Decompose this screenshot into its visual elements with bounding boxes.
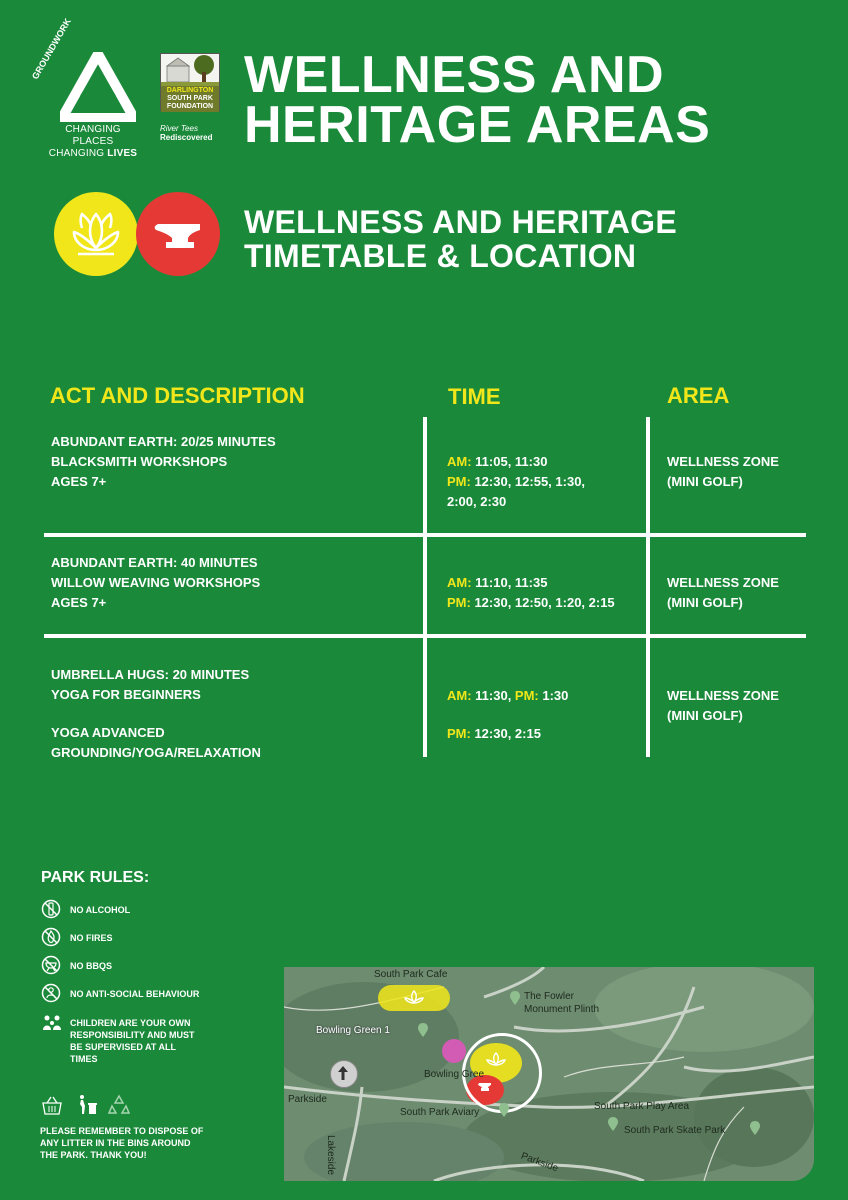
- pm-times: 12:30, 12:55, 1:30,: [470, 474, 586, 489]
- map-label-fowler-plinth: Monument Plinth: [524, 1004, 600, 1015]
- tagline-line-2: CHANGING LIVES: [48, 148, 138, 159]
- rule-label: NO FIRES: [70, 933, 113, 943]
- recycle-icon: [108, 1094, 130, 1116]
- park-map[interactable]: [284, 967, 814, 1181]
- table-divider-horizontal-2: [44, 634, 806, 638]
- column-header-area: AREA: [667, 383, 730, 408]
- am-label: AM:: [447, 575, 472, 590]
- table-divider-vertical-1: [423, 417, 427, 757]
- pm-times: 1:30: [538, 688, 569, 703]
- rule-children-supervised: [41, 1013, 261, 1063]
- act-ages: AGES 7+: [51, 595, 107, 610]
- area-cell: [667, 452, 827, 492]
- wellness-badge: [54, 192, 138, 276]
- act-title: ABUNDANT EARTH: 20/25 MINUTES: [51, 434, 276, 449]
- children-rule-text: CHILDREN ARE YOUR OWN RESPONSIBILITY AND MUST BE SUPERVISED AT ALL TIMES: [70, 1018, 195, 1064]
- map-label-play-area: South Park Play Area: [594, 1101, 690, 1112]
- rule-no-bbqs: [41, 955, 261, 977]
- river-line-2: Rediscovered: [160, 133, 213, 142]
- act-title: UMBRELLA HUGS: 20 MINUTES: [51, 667, 250, 682]
- rule-no-alcohol: [41, 899, 261, 921]
- spf-line-2: SOUTH PARK: [167, 95, 213, 102]
- table-divider-vertical-2: [646, 417, 650, 757]
- spf-line-1: DARLINGTON: [166, 87, 214, 94]
- am-label: AM:: [447, 688, 472, 703]
- litter-message: PLEASE REMEMBER TO DISPOSE OF ANY LITTER IN THE BINS AROUND THE PARK. THANK YOU!: [40, 1126, 204, 1160]
- map-label-skate-park: South Park Skate Park: [624, 1125, 726, 1136]
- rule-no-fires: [41, 927, 261, 949]
- area-detail: (MINI GOLF): [667, 474, 743, 489]
- area-name: WELLNESS ZONE: [667, 575, 779, 590]
- table-row: [51, 665, 411, 763]
- time-cell: [447, 573, 642, 613]
- heritage-badge: [136, 192, 220, 276]
- table-row: [51, 553, 411, 613]
- rule-label: NO ALCOHOL: [70, 905, 131, 915]
- map-pin-icon: [499, 1103, 509, 1117]
- park-tree-icon: [161, 54, 219, 86]
- title-line-1: WELLNESS AND: [244, 46, 665, 104]
- river-tees-logo: [160, 124, 230, 142]
- area-cell: [667, 573, 827, 613]
- map-pin-icon: [608, 1117, 618, 1131]
- lotus-icon: [54, 192, 138, 276]
- map-label-bowling-green-2: Bowling Gree: [424, 1069, 485, 1080]
- am-label: AM:: [447, 454, 472, 469]
- area-detail: (MINI GOLF): [667, 708, 743, 723]
- map-pin-icon: [750, 1121, 760, 1135]
- map-label-parkside-road: Parkside: [519, 1150, 560, 1175]
- time-cell: [447, 452, 642, 512]
- groundwork-name: GROUNDWORK: [30, 16, 73, 81]
- am-times: 11:10, 11:35: [471, 575, 548, 590]
- am-times: 11:30,: [471, 688, 515, 703]
- park-rules-title: PARK RULES:: [41, 869, 150, 886]
- map-label-parkside: Parkside: [288, 1094, 327, 1105]
- groundwork-tagline: [48, 124, 138, 160]
- pink-zone-marker: [442, 1039, 466, 1063]
- map-label-aviary: South Park Aviary: [400, 1107, 480, 1118]
- tagline-line-1: CHANGING PLACES: [65, 124, 121, 147]
- south-park-foundation-logo: [160, 53, 220, 111]
- basket-icon: [40, 1096, 64, 1116]
- groundwork-logo: [30, 16, 146, 159]
- area-name: WELLNESS ZONE: [667, 688, 779, 703]
- section-title-line-2: TIMETABLE & LOCATION: [244, 238, 637, 274]
- rule-no-anti-social: [41, 983, 261, 1005]
- time-cell: [447, 686, 642, 744]
- rule-label: NO BBQS: [70, 961, 113, 971]
- act-title: ABUNDANT EARTH: 40 MINUTES: [51, 555, 258, 570]
- groundwork-triangle-icon: [60, 52, 136, 122]
- no-alcohol-icon: [41, 899, 61, 919]
- act-ages: AGES 7+: [51, 474, 107, 489]
- rule-label: NO ANTI-SOCIAL BEHAVIOUR: [70, 989, 200, 999]
- map-label-bowling-green-1: Bowling Green 1: [316, 1025, 390, 1036]
- pm-label: PM:: [447, 474, 471, 489]
- map-pin-icon: [418, 1023, 428, 1037]
- map-label-lakeside: Lakeside: [325, 1135, 336, 1176]
- table-row: [51, 432, 411, 492]
- river-line-1: River Tees: [160, 124, 198, 133]
- act-description: WILLOW WEAVING WORKSHOPS: [51, 575, 261, 590]
- act-title-advanced: YOGA ADVANCED: [51, 725, 165, 740]
- area-name: WELLNESS ZONE: [667, 454, 779, 469]
- arrow-up-icon: [336, 1065, 350, 1081]
- pm-times-continued: 2:00, 2:30: [447, 494, 507, 509]
- column-header-act: ACT AND DESCRIPTION: [50, 383, 305, 408]
- no-bbq-icon: [41, 955, 61, 975]
- map-label-fowler: The Fowler: [524, 991, 575, 1002]
- pm-times: 12:30, 2:15: [470, 726, 541, 741]
- page-title: [244, 46, 824, 154]
- area-cell: [667, 686, 827, 726]
- spf-line-3: FOUNDATION: [166, 103, 214, 110]
- pm-label: PM:: [514, 688, 539, 703]
- act-description-advanced: GROUNDING/YOGA/RELAXATION: [51, 745, 261, 760]
- cafe-lotus-icon: [404, 989, 424, 1005]
- map-pin-icon: [510, 991, 520, 1005]
- pm-times: 12:30, 12:50, 1:20, 2:15: [470, 595, 615, 610]
- title-line-2: HERITAGE AREAS: [244, 96, 711, 154]
- act-description: BLACKSMITH WORKSHOPS: [51, 454, 228, 469]
- section-title-line-1: WELLNESS AND HERITAGE: [244, 204, 677, 240]
- no-fire-icon: [41, 927, 61, 947]
- litter-bin-icon: [76, 1094, 98, 1116]
- map-label-cafe: South Park Cafe: [374, 969, 448, 980]
- pm-label: PM:: [447, 726, 471, 741]
- table-divider-horizontal-1: [44, 533, 806, 537]
- column-header-time: TIME: [448, 384, 501, 409]
- pm-label: PM:: [447, 595, 471, 610]
- no-anti-social-icon: [41, 983, 61, 1003]
- am-times: 11:05, 11:30: [471, 454, 548, 469]
- anvil-icon: [136, 192, 220, 276]
- section-title: [244, 205, 804, 273]
- area-detail: (MINI GOLF): [667, 595, 743, 610]
- family-icon: [41, 1013, 63, 1033]
- act-description: YOGA FOR BEGINNERS: [51, 687, 201, 702]
